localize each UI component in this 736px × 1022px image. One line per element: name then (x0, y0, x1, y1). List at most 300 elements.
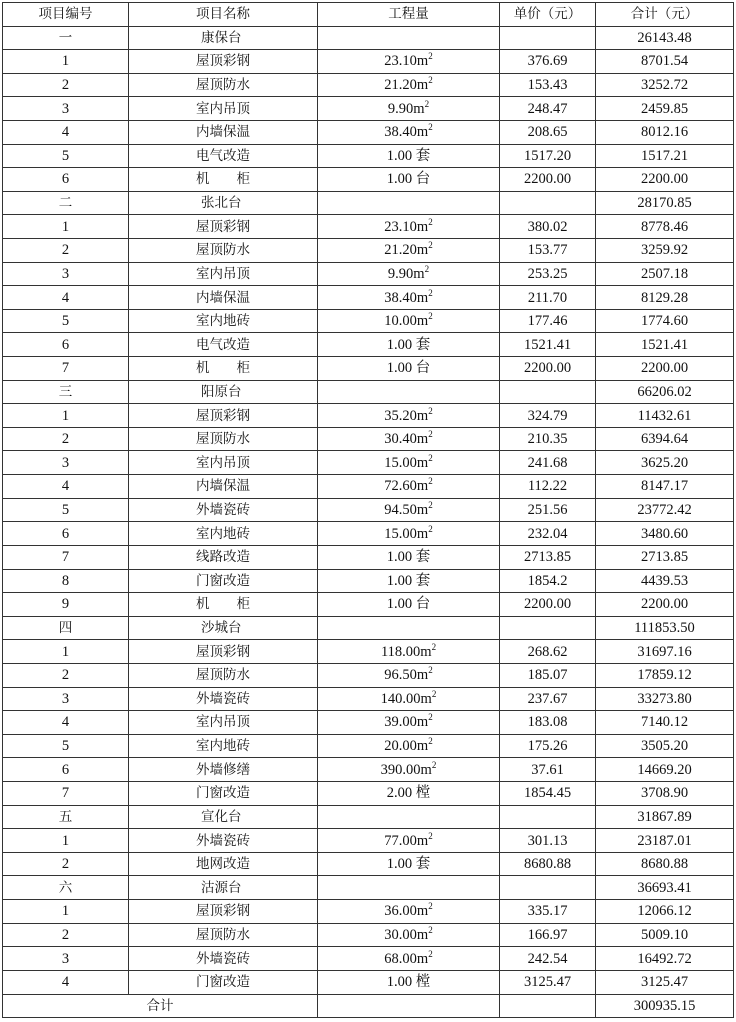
item-quantity (318, 663, 500, 687)
section-name: 张北台 (129, 191, 318, 215)
quantity-value: 21.20m (384, 77, 429, 94)
item-unit-price: 335.17 (500, 900, 596, 924)
item-row (3, 238, 734, 262)
item-name: 外墙瓷砖 (129, 947, 318, 971)
quantity-value: 9.90m (387, 100, 425, 117)
item-name: 内墙保温 (129, 286, 318, 310)
quantity-value: 94.50m (384, 501, 429, 518)
item-quantity (318, 120, 500, 144)
item-row (3, 734, 734, 758)
item-quantity (318, 640, 500, 664)
item-unit-price: 1854.2 (500, 569, 596, 593)
item-no: 1 (3, 900, 129, 924)
item-quantity (318, 923, 500, 947)
item-unit-price: 248.47 (500, 97, 596, 121)
item-no: 4 (3, 711, 129, 735)
item-quantity (318, 829, 500, 853)
section-row (3, 876, 734, 900)
section-row (3, 805, 734, 829)
item-quantity (318, 238, 500, 262)
item-unit-price: 112.22 (500, 475, 596, 499)
quantity-value: 38.40m (384, 124, 429, 141)
item-name: 外墙瓷砖 (129, 829, 318, 853)
item-quantity (318, 758, 500, 782)
quantity-value: 68.00m (384, 950, 429, 967)
item-total: 16492.72 (596, 947, 734, 971)
item-no: 7 (3, 545, 129, 569)
item-row (3, 970, 734, 994)
item-quantity (318, 569, 500, 593)
item-unit-price: 8680.88 (500, 852, 596, 876)
item-total: 2459.85 (596, 97, 734, 121)
item-unit-price: 208.65 (500, 120, 596, 144)
item-row (3, 144, 734, 168)
item-no: 1 (3, 829, 129, 853)
item-name: 外墙修缮 (129, 758, 318, 782)
item-no: 1 (3, 404, 129, 428)
item-total: 1774.60 (596, 309, 734, 333)
section-empty-cell (500, 191, 596, 215)
item-total: 8129.28 (596, 286, 734, 310)
item-unit-price: 166.97 (500, 923, 596, 947)
item-row (3, 923, 734, 947)
item-total: 2507.18 (596, 262, 734, 286)
item-total: 6394.64 (596, 427, 734, 451)
item-total: 23772.42 (596, 498, 734, 522)
item-row (3, 215, 734, 239)
item-name: 机 柜 (129, 593, 318, 617)
item-row (3, 758, 734, 782)
unit-exponent: 2 (431, 688, 437, 699)
item-quantity (318, 498, 500, 522)
section-empty-cell (318, 616, 500, 640)
section-total: 28170.85 (596, 191, 734, 215)
item-unit-price: 2200.00 (500, 168, 596, 192)
quantity-value: 38.40m (384, 289, 429, 306)
unit-exponent: 2 (428, 948, 433, 959)
item-no: 1 (3, 50, 129, 74)
item-unit-price: 2200.00 (500, 593, 596, 617)
item-row (3, 97, 734, 121)
item-no: 5 (3, 309, 129, 333)
item-total: 8701.54 (596, 50, 734, 74)
section-row (3, 26, 734, 50)
section-total: 26143.48 (596, 26, 734, 50)
quantity-value: 23.10m (384, 53, 429, 70)
item-unit-price: 3125.47 (500, 970, 596, 994)
item-total: 3708.90 (596, 782, 734, 806)
item-total: 7140.12 (596, 711, 734, 735)
item-total: 8778.46 (596, 215, 734, 239)
item-row (3, 545, 734, 569)
item-total: 1521.41 (596, 333, 734, 357)
item-unit-price: 185.07 (500, 663, 596, 687)
item-name: 地网改造 (129, 852, 318, 876)
unit-exponent: 2 (428, 429, 433, 440)
item-quantity (318, 286, 500, 310)
section-empty-cell (500, 380, 596, 404)
item-quantity (318, 711, 500, 735)
item-name: 室内地砖 (129, 522, 318, 546)
unit-exponent: 2 (428, 665, 433, 676)
section-no: 六 (3, 876, 129, 900)
item-row (3, 640, 734, 664)
item-row (3, 309, 734, 333)
header-item-no: 项目编号 (3, 3, 129, 27)
item-total: 8012.16 (596, 120, 734, 144)
quantity-value: 35.20m (384, 407, 429, 424)
item-name: 门窗改造 (129, 782, 318, 806)
unit-exponent: 2 (428, 311, 433, 322)
quantity-value: 1.00 樘 (386, 974, 431, 991)
item-total: 4439.53 (596, 569, 734, 593)
quantity-value: 1.00 套 (386, 572, 431, 589)
item-unit-price: 301.13 (500, 829, 596, 853)
item-quantity (318, 545, 500, 569)
unit-exponent: 2 (428, 452, 433, 463)
item-row (3, 498, 734, 522)
item-no: 9 (3, 593, 129, 617)
item-row (3, 663, 734, 687)
section-empty-cell (500, 616, 596, 640)
item-name: 室内吊顶 (129, 451, 318, 475)
item-quantity (318, 947, 500, 971)
section-total: 31867.89 (596, 805, 734, 829)
item-name: 外墙瓷砖 (129, 687, 318, 711)
item-total: 2200.00 (596, 593, 734, 617)
item-quantity (318, 782, 500, 806)
section-name: 宣化台 (129, 805, 318, 829)
item-unit-price: 37.61 (500, 758, 596, 782)
quantity-value: 15.00m (384, 454, 429, 471)
item-name: 机 柜 (129, 357, 318, 381)
item-quantity (318, 97, 500, 121)
item-total: 11432.61 (596, 404, 734, 428)
quantity-value: 39.00m (384, 714, 429, 731)
section-row (3, 616, 734, 640)
item-row (3, 427, 734, 451)
item-row (3, 852, 734, 876)
item-no: 6 (3, 758, 129, 782)
item-row (3, 73, 734, 97)
item-total: 14669.20 (596, 758, 734, 782)
item-total: 3259.92 (596, 238, 734, 262)
unit-exponent: 2 (428, 830, 433, 841)
unit-exponent: 2 (428, 240, 433, 251)
item-unit-price: 177.46 (500, 309, 596, 333)
item-name: 屋顶防水 (129, 663, 318, 687)
item-quantity (318, 215, 500, 239)
item-name: 屋顶彩钢 (129, 215, 318, 239)
item-quantity (318, 73, 500, 97)
item-no: 1 (3, 215, 129, 239)
item-row (3, 333, 734, 357)
item-row (3, 947, 734, 971)
section-empty-cell (500, 876, 596, 900)
item-name: 电气改造 (129, 333, 318, 357)
unit-exponent: 2 (424, 263, 430, 274)
unit-exponent: 2 (428, 51, 433, 62)
item-no: 2 (3, 73, 129, 97)
quantity-value: 21.20m (384, 242, 429, 259)
section-name: 沙城台 (129, 616, 318, 640)
section-total: 66206.02 (596, 380, 734, 404)
header-row (3, 3, 734, 27)
header-unit-price: 单价（元） (500, 3, 596, 27)
item-no: 6 (3, 522, 129, 546)
item-total: 8147.17 (596, 475, 734, 499)
item-quantity (318, 522, 500, 546)
quantity-value: 36.00m (384, 903, 429, 920)
item-name: 屋顶防水 (129, 73, 318, 97)
section-empty-cell (500, 805, 596, 829)
item-quantity (318, 262, 500, 286)
unit-exponent: 2 (431, 641, 437, 652)
item-unit-price: 380.02 (500, 215, 596, 239)
item-row (3, 404, 734, 428)
section-empty-cell (318, 876, 500, 900)
header-item-name: 项目名称 (129, 3, 318, 27)
item-row (3, 829, 734, 853)
item-no: 4 (3, 120, 129, 144)
item-name: 屋顶彩钢 (129, 640, 318, 664)
quantity-value: 118.00m (380, 643, 432, 660)
item-total: 2200.00 (596, 168, 734, 192)
item-name: 室内吊顶 (129, 97, 318, 121)
quantity-value: 1.00 套 (386, 336, 431, 353)
item-no: 6 (3, 168, 129, 192)
item-unit-price: 268.62 (500, 640, 596, 664)
item-row (3, 357, 734, 381)
item-no: 4 (3, 286, 129, 310)
grand-total-empty-cell (318, 994, 500, 1018)
item-row (3, 782, 734, 806)
item-row (3, 900, 734, 924)
item-no: 1 (3, 640, 129, 664)
quantity-value: 1.00 台 (386, 360, 431, 377)
quantity-value: 1.00 套 (386, 147, 431, 164)
section-no: 五 (3, 805, 129, 829)
item-name: 门窗改造 (129, 970, 318, 994)
item-total: 8680.88 (596, 852, 734, 876)
item-quantity (318, 852, 500, 876)
grand-total-value: 300935.15 (596, 994, 734, 1018)
item-unit-price: 253.25 (500, 262, 596, 286)
quantity-value: 10.00m (384, 313, 429, 330)
item-unit-price: 175.26 (500, 734, 596, 758)
item-name: 屋顶彩钢 (129, 900, 318, 924)
item-unit-price: 1521.41 (500, 333, 596, 357)
section-row (3, 380, 734, 404)
item-name: 内墙保温 (129, 475, 318, 499)
item-no: 2 (3, 923, 129, 947)
item-name: 线路改造 (129, 545, 318, 569)
unit-exponent: 2 (431, 759, 437, 770)
item-total: 17859.12 (596, 663, 734, 687)
item-no: 5 (3, 498, 129, 522)
item-no: 2 (3, 852, 129, 876)
item-name: 内墙保温 (129, 120, 318, 144)
quantity-value: 1.00 套 (386, 549, 431, 566)
grand-total-empty-cell (500, 994, 596, 1018)
item-row (3, 120, 734, 144)
item-name: 室内吊顶 (129, 262, 318, 286)
item-name: 屋顶防水 (129, 427, 318, 451)
quantity-value: 72.60m (384, 478, 429, 495)
section-no: 三 (3, 380, 129, 404)
item-row (3, 262, 734, 286)
item-name: 室内地砖 (129, 309, 318, 333)
item-row (3, 50, 734, 74)
item-unit-price: 153.77 (500, 238, 596, 262)
item-total: 3252.72 (596, 73, 734, 97)
grand-total-row (3, 994, 734, 1018)
item-no: 7 (3, 782, 129, 806)
item-total: 3480.60 (596, 522, 734, 546)
item-no: 8 (3, 569, 129, 593)
item-unit-price: 376.69 (500, 50, 596, 74)
section-empty-cell (500, 26, 596, 50)
item-total: 12066.12 (596, 900, 734, 924)
unit-exponent: 2 (428, 924, 433, 935)
section-name: 沽源台 (129, 876, 318, 900)
quantity-value: 1.00 台 (386, 596, 431, 613)
item-unit-price: 210.35 (500, 427, 596, 451)
section-name: 阳原台 (129, 380, 318, 404)
item-row (3, 569, 734, 593)
item-no: 4 (3, 970, 129, 994)
section-row (3, 191, 734, 215)
item-quantity (318, 309, 500, 333)
item-unit-price: 2713.85 (500, 545, 596, 569)
item-total: 3125.47 (596, 970, 734, 994)
section-no: 四 (3, 616, 129, 640)
item-unit-price: 1517.20 (500, 144, 596, 168)
unit-exponent: 2 (428, 712, 433, 723)
item-unit-price: 232.04 (500, 522, 596, 546)
section-empty-cell (318, 191, 500, 215)
item-name: 屋顶防水 (129, 923, 318, 947)
unit-exponent: 2 (428, 75, 433, 86)
unit-exponent: 2 (428, 476, 433, 487)
item-quantity (318, 593, 500, 617)
item-quantity (318, 734, 500, 758)
item-total: 2200.00 (596, 357, 734, 381)
quantity-value: 1.00 台 (386, 171, 431, 188)
unit-exponent: 2 (428, 523, 433, 534)
item-name: 屋顶彩钢 (129, 404, 318, 428)
quantity-value: 2.00 樘 (386, 785, 431, 802)
item-total: 33273.80 (596, 687, 734, 711)
quantity-value: 390.00m (380, 761, 432, 778)
item-quantity (318, 168, 500, 192)
item-unit-price: 237.67 (500, 687, 596, 711)
item-row (3, 593, 734, 617)
item-row (3, 168, 734, 192)
item-no: 5 (3, 144, 129, 168)
item-name: 屋顶彩钢 (129, 50, 318, 74)
item-no: 4 (3, 475, 129, 499)
quantity-value: 15.00m (384, 525, 429, 542)
unit-exponent: 2 (428, 216, 433, 227)
item-name: 室内吊顶 (129, 711, 318, 735)
item-unit-price: 242.54 (500, 947, 596, 971)
item-no: 5 (3, 734, 129, 758)
item-unit-price: 324.79 (500, 404, 596, 428)
unit-exponent: 2 (428, 499, 433, 510)
item-row (3, 711, 734, 735)
section-empty-cell (318, 805, 500, 829)
item-total: 23187.01 (596, 829, 734, 853)
item-total: 3625.20 (596, 451, 734, 475)
item-total: 3505.20 (596, 734, 734, 758)
unit-exponent: 2 (428, 405, 433, 416)
item-no: 2 (3, 238, 129, 262)
table-body (3, 26, 734, 994)
item-unit-price: 153.43 (500, 73, 596, 97)
item-name: 门窗改造 (129, 569, 318, 593)
item-quantity (318, 404, 500, 428)
item-row (3, 522, 734, 546)
item-quantity (318, 970, 500, 994)
section-total: 36693.41 (596, 876, 734, 900)
item-quantity (318, 451, 500, 475)
item-no: 3 (3, 262, 129, 286)
item-no: 3 (3, 451, 129, 475)
item-unit-price: 2200.00 (500, 357, 596, 381)
section-empty-cell (318, 26, 500, 50)
section-no: 一 (3, 26, 129, 50)
item-no: 3 (3, 947, 129, 971)
quantity-value: 9.90m (387, 265, 425, 282)
item-name: 屋顶防水 (129, 238, 318, 262)
item-quantity (318, 475, 500, 499)
item-quantity (318, 144, 500, 168)
item-no: 7 (3, 357, 129, 381)
section-no: 二 (3, 191, 129, 215)
cost-table (2, 2, 734, 1018)
item-unit-price: 211.70 (500, 286, 596, 310)
section-name: 康保台 (129, 26, 318, 50)
item-name: 机 柜 (129, 168, 318, 192)
item-quantity (318, 357, 500, 381)
item-row (3, 451, 734, 475)
item-quantity (318, 687, 500, 711)
item-total: 5009.10 (596, 923, 734, 947)
item-quantity (318, 900, 500, 924)
header-total: 合计（元） (596, 3, 734, 27)
quantity-value: 20.00m (384, 738, 429, 755)
item-unit-price: 241.68 (500, 451, 596, 475)
item-name: 外墙瓷砖 (129, 498, 318, 522)
item-row (3, 687, 734, 711)
item-quantity (318, 427, 500, 451)
header-quantity: 工程量 (318, 3, 500, 27)
item-no: 2 (3, 663, 129, 687)
section-empty-cell (318, 380, 500, 404)
item-no: 6 (3, 333, 129, 357)
item-quantity (318, 333, 500, 357)
unit-exponent: 2 (428, 736, 433, 747)
quantity-value: 23.10m (384, 218, 429, 235)
grand-total-label: 合计 (3, 994, 318, 1018)
quantity-value: 96.50m (384, 667, 429, 684)
section-total: 111853.50 (596, 616, 734, 640)
item-name: 室内地砖 (129, 734, 318, 758)
quantity-value: 77.00m (384, 832, 429, 849)
item-no: 3 (3, 687, 129, 711)
item-name: 电气改造 (129, 144, 318, 168)
